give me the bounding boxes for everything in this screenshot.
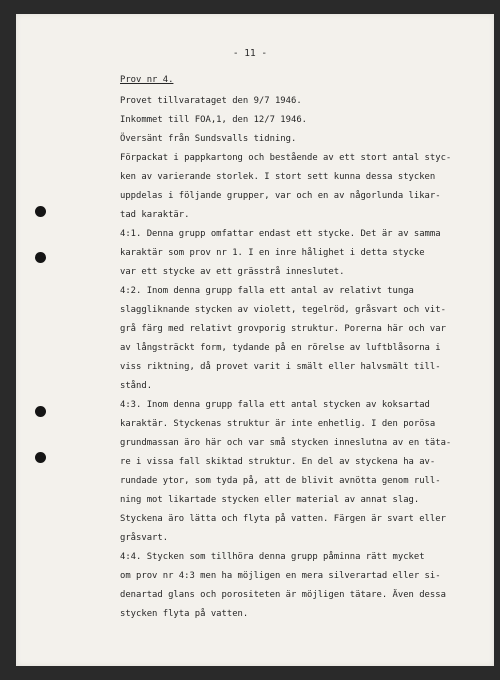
text-line: karaktär som prov nr 1. I en inre hålighet i detta stycke [120,248,425,258]
text-line: 4:1. Denna grupp omfattar endast ett stycke. Det är av samma [120,229,441,239]
text-line: av långsträckt form, tydande på en rörelse av luftblåsorna i [120,343,441,353]
text-line: Översänt från Sundsvalls tidning. [120,134,297,144]
document-page [16,14,494,666]
text-line: re i vissa fall skiktad struktur. En del av styckena ha av- [120,457,436,467]
text-line: rundade ytor, som tyda på, att de blivit avnötta genom rull- [120,476,441,486]
text-line: grundmassan äro här och var små stycken inneslutna av en täta- [120,438,452,448]
text-line: grå färg med relativt grovporig struktur. Porerna här och var [120,324,446,334]
text-line: karaktär. Styckenas struktur är inte enhetlig. I den porösa [120,419,436,429]
text-line: om prov nr 4:3 men ha möjligen en mera silverartad eller si- [120,571,441,581]
punch-hole-4 [35,452,46,463]
text-line: denartad glans och porositeten är möjligen tätare. Även dessa [120,590,446,600]
text-line: viss riktning, då provet varit i smält eller halvsmält till- [120,362,441,372]
text-line: slaggliknande stycken av violett, tegelröd, gråsvart och vit- [120,305,446,315]
punch-hole-3 [35,406,46,417]
text-line: Provet tillvarataget den 9/7 1946. [120,96,302,106]
text-line: 4:2. Inom denna grupp falla ett antal av relativt tunga [120,286,414,296]
text-line: Styckena äro lätta och flyta på vatten. Färgen är svart eller [120,514,446,524]
text-line: 4:4. Stycken som tillhöra denna grupp påminna rätt mycket [120,552,425,562]
text-line: Förpackat i pappkartong och bestående av ett stort antal styc- [120,153,452,163]
text-line: 4:3. Inom denna grupp falla ett antal stycken av koksartad [120,400,430,410]
text-line: uppdelas i följande grupper, var och en av någorlunda likar- [120,191,441,201]
text-line: Inkommet till FOA,1, den 12/7 1946. [120,115,308,125]
text-line: var ett stycke av ett grässtrå inneslutet. [120,267,345,277]
text-line: ning mot likartade stycken eller material av annat slag. [120,495,420,505]
punch-hole-1 [35,206,46,217]
text-line: gråsvart. [120,533,169,543]
punch-hole-2 [35,252,46,263]
text-line: tad karaktär. [120,210,190,220]
page-number: - 11 - [232,48,268,59]
text-line: stycken flyta på vatten. [120,609,249,619]
section-heading: Prov nr 4. [120,75,174,85]
text-line: stånd. [120,381,153,391]
text-line: ken av varierande storlek. I stort sett kunna dessa stycken [120,172,436,182]
